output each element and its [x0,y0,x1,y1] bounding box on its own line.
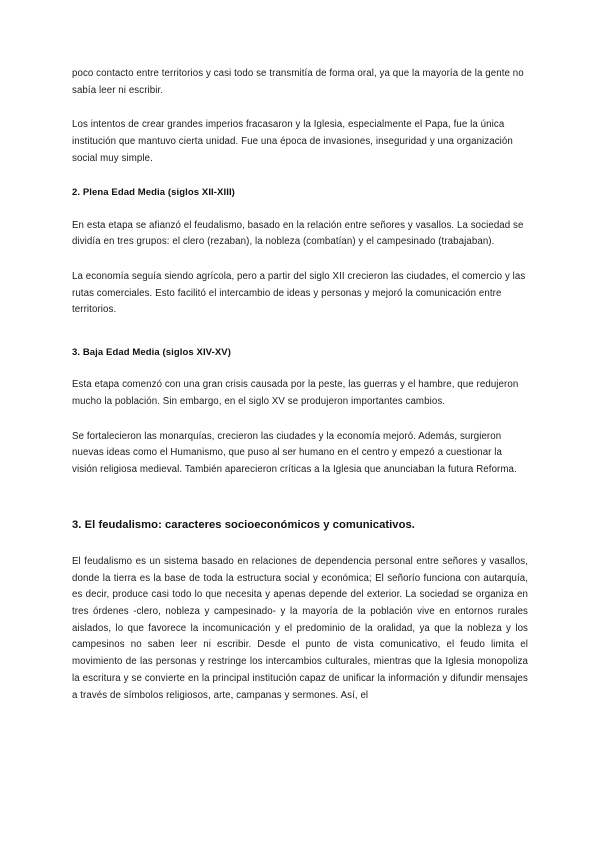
document-body [72,66,528,704]
paragraph-feudalismo-estamentos: En esta etapa se afianzó el feudalismo, basado en la relación entre señores y vasallos. La sociedad se dividía en tres grupos: el clero (rezaban), la nobleza (combatían) y el campesinado (trabajaban). [72,219,524,248]
paragraph-monarquias-humanismo: Se fortalecieron las monarquías, crecieron las ciudades y la economía mejoró. Además, surgieron nuevas ideas como el Humanismo, que puso al ser humano en el centro y empezó a cuestionar la visión religiosa medieval. También aparecieron críticas a la Iglesia que anunciaban la futura Reforma. [72,430,517,475]
paragraph-feudalismo-descripcion: El feudalismo es un sistema basado en relaciones de dependencia personal entre señores y vasallos, donde la tierra es la base de toda la estructura social y económica; El señorío funciona con autarquía, es decir, produce casi todo lo que necesita y apenas depende del exterior. La sociedad se organiza en tres órdenes -clero, nobleza y campesinado- y la mayoría de la población vive en entornos rurales aislados, lo que favorece la incomunicación y el predominio de la oralidad, ya que la nobleza y los campesinos no saben leer ni escribir. Desde el punto de vista comunicativo, el feudo limita el movimiento de las personas y restringe los intercambios culturales, mientras que la Iglesia monopoliza la escritura y se convierte en la principal institución capaz de unificar la información y difundir mensajes a través de símbolos religiosos, arte, campanas y sermones. Así, el [72,556,528,701]
heading-plena-edad-media: 2. Plena Edad Media (siglos XII-XIII) [72,187,235,199]
paragraph-intro-continued: poco contacto entre territorios y casi todo se transmitía de forma oral, ya que la mayoría de la gente no sabía leer ni escribir. [72,68,524,96]
paragraph-crisis-peste: Esta etapa comenzó con una gran crisis causada por la peste, las guerras y el hambre, que redujeron mucho la población. Sin embargo, en el siglo XV se produjeron importantes cambios. [72,379,519,407]
paragraph-imperios-iglesia: Los intentos de crear grandes imperios fracasaron y la Iglesia, especialmente el Papa, fue la única institución que mantuvo cierta unidad. Fue una época de invasiones, inseguridad y una organización social muy simple. [72,119,513,164]
heading-baja-edad-media: 3. Baja Edad Media (siglos XIV-XV) [72,347,231,359]
section-heading-feudalismo: 3. El feudalismo: caracteres socioeconómicos y comunicativos. [72,518,415,531]
paragraph-economia-agricola: La economía seguía siendo agrícola, pero a partir del siglo XII crecieron las ciudades, el comercio y las rutas comerciales. Esto facilitó el intercambio de ideas y personas y mejoró la comunicación entre territorios. [72,271,526,316]
